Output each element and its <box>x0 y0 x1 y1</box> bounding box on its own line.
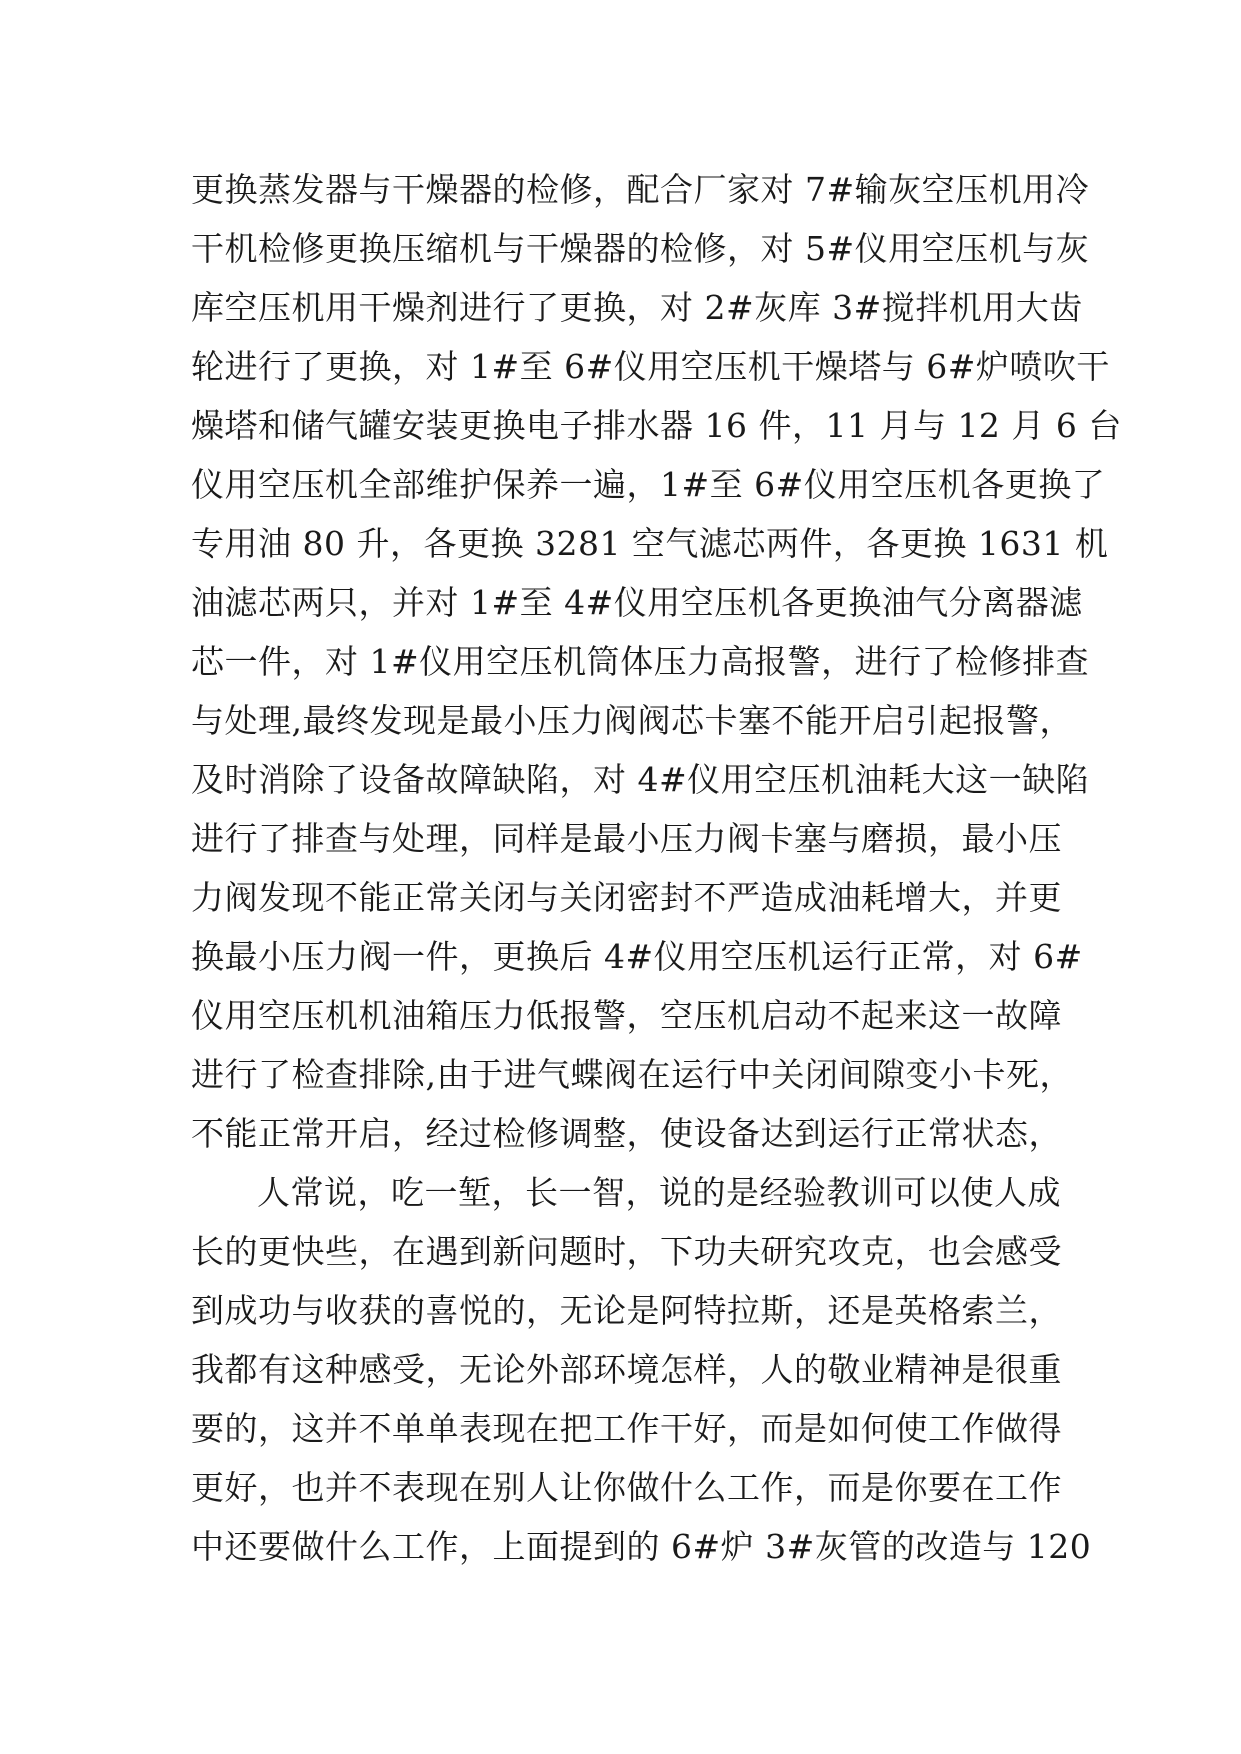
text-line: 更换蒸发器与干燥器的检修，配合厂家对 7#输灰空压机用冷 <box>191 170 1090 209</box>
text-line: 进行了排查与处理，同样是最小压力阀卡塞与磨损，最小压 <box>191 819 1062 858</box>
text-line: 轮进行了更换，对 1#至 6#仪用空压机干燥塔与 6#炉喷吹干 <box>191 347 1110 386</box>
text-line: 更好，也并不表现在别人让你做什么工作，而是你要在工作 <box>191 1468 1062 1507</box>
text-line: 力阀发现不能正常关闭与关闭密封不严造成油耗增大，并更 <box>191 878 1062 917</box>
text-line: 库空压机用干燥剂进行了更换，对 2#灰库 3#搅拌机用大齿 <box>191 288 1083 327</box>
text-line: 及时消除了设备故障缺陷，对 4#仪用空压机油耗大这一缺陷 <box>191 760 1090 799</box>
text-line: 要的，这并不单单表现在把工作干好，而是如何使工作做得 <box>191 1409 1062 1448</box>
text-line: 长的更快些，在遇到新问题时，下功夫研究攻克，也会感受 <box>191 1232 1062 1271</box>
text-line: 换最小压力阀一件，更换后 4#仪用空压机运行正常，对 6# <box>191 937 1083 976</box>
text-line: 进行了检查排除,由于进气蝶阀在运行中关闭间隙变小卡死， <box>191 1055 1073 1094</box>
text-line: 专用油 80 升，各更换 3281 空气滤芯两件，各更换 1631 机 <box>191 524 1109 563</box>
text-line: 与处理,最终发现是最小压力阀阀芯卡塞不能开启引起报警， <box>191 701 1073 740</box>
text-line: 到成功与收获的喜悦的，无论是阿特拉斯，还是英格索兰， <box>191 1291 1062 1330</box>
text-line: 燥塔和储气罐安装更换电子排水器 16 件，11 月与 12 月 6 台 <box>191 406 1122 445</box>
text-line: 我都有这种感受，无论外部环境怎样，人的敬业精神是很重 <box>191 1350 1062 1389</box>
text-line: 中还要做什么工作，上面提到的 6#炉 3#灰管的改造与 120 <box>191 1527 1092 1566</box>
document-body <box>191 160 1122 1576</box>
text-line: 干机检修更换压缩机与干燥器的检修，对 5#仪用空压机与灰 <box>191 229 1090 268</box>
paragraph-first-line: 人常说，吃一堑，长一智，说的是经验教训可以使人成 <box>257 1173 1061 1212</box>
text-line: 芯一件，对 1#仪用空压机筒体压力高报警，进行了检修排查 <box>191 642 1090 681</box>
text-line: 仪用空压机全部维护保养一遍，1#至 6#仪用空压机各更换了 <box>191 465 1106 504</box>
text-line: 仪用空压机机油箱压力低报警，空压机启动不起来这一故障 <box>191 996 1062 1035</box>
text-line: 油滤芯两只，并对 1#至 4#仪用空压机各更换油气分离器滤 <box>191 583 1083 622</box>
text-line: 不能正常开启，经过检修调整，使设备达到运行正常状态， <box>191 1114 1062 1153</box>
